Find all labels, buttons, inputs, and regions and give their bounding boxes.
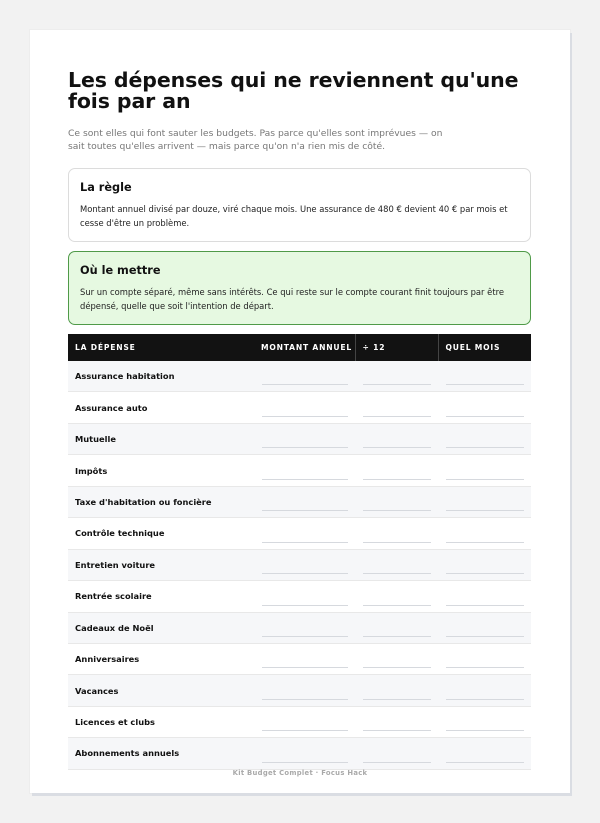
rule-heading: La règle	[80, 181, 132, 194]
expense-name: Anniversaires	[68, 643, 254, 674]
table-row	[68, 423, 531, 454]
table-row	[68, 486, 531, 517]
expense-name: Entretien voiture	[68, 549, 254, 580]
write-in-line	[446, 667, 524, 668]
write-in-line	[363, 667, 431, 668]
write-in-line	[262, 605, 348, 606]
monthly-amount-field[interactable]	[355, 612, 438, 643]
annual-amount-field[interactable]	[254, 361, 355, 392]
month-field[interactable]	[438, 643, 531, 674]
annual-amount-field[interactable]	[254, 392, 355, 423]
write-in-line	[363, 730, 431, 731]
expense-name: Rentrée scolaire	[68, 581, 254, 612]
write-in-line	[262, 479, 348, 480]
expense-name: Assurance habitation	[68, 361, 254, 392]
month-field[interactable]	[438, 423, 531, 454]
month-field[interactable]	[438, 612, 531, 643]
worksheet-page	[30, 30, 570, 793]
annual-amount-field[interactable]	[254, 486, 355, 517]
expense-name: Mutuelle	[68, 423, 254, 454]
monthly-amount-field[interactable]	[355, 455, 438, 486]
month-field[interactable]	[438, 392, 531, 423]
rule-box	[68, 168, 531, 242]
write-in-line	[262, 636, 348, 637]
write-in-line	[262, 416, 348, 417]
annual-amount-field[interactable]	[254, 549, 355, 580]
table-row	[68, 518, 531, 549]
table-body	[68, 361, 531, 769]
table-row	[68, 612, 531, 643]
write-in-line	[446, 762, 524, 763]
annual-amount-field[interactable]	[254, 643, 355, 674]
table-row	[68, 706, 531, 737]
month-field[interactable]	[438, 675, 531, 706]
column-header-expense: LA DÉPENSE	[68, 334, 254, 361]
table-row	[68, 549, 531, 580]
month-field[interactable]	[438, 738, 531, 769]
write-in-line	[262, 762, 348, 763]
write-in-line	[363, 384, 431, 385]
write-in-line	[262, 384, 348, 385]
expenses-table	[68, 334, 531, 770]
footer-text: Kit Budget Complet · Focus Hack	[232, 769, 368, 777]
column-header-annual-amount: MONTANT ANNUEL	[254, 334, 355, 361]
month-field[interactable]	[438, 486, 531, 517]
monthly-amount-field[interactable]	[355, 423, 438, 454]
write-in-line	[262, 730, 348, 731]
monthly-amount-field[interactable]	[355, 643, 438, 674]
where-box	[68, 251, 531, 325]
table-row	[68, 361, 531, 392]
write-in-line	[262, 510, 348, 511]
month-field[interactable]	[438, 455, 531, 486]
write-in-line	[446, 479, 524, 480]
expense-name: Impôts	[68, 455, 254, 486]
monthly-amount-field[interactable]	[355, 706, 438, 737]
where-heading: Où le mettre	[80, 264, 161, 277]
annual-amount-field[interactable]	[254, 675, 355, 706]
write-in-line	[446, 510, 524, 511]
month-field[interactable]	[438, 361, 531, 392]
write-in-line	[363, 416, 431, 417]
column-header-divided-by-12: ÷ 12	[355, 334, 438, 361]
expense-name: Taxe d'habitation ou foncière	[68, 486, 254, 517]
write-in-line	[446, 699, 524, 700]
expense-name: Abonnements annuels	[68, 738, 254, 769]
write-in-line	[262, 447, 348, 448]
column-header-which-month: QUEL MOIS	[438, 334, 531, 361]
table-row	[68, 455, 531, 486]
table-header-row	[68, 334, 531, 361]
write-in-line	[446, 447, 524, 448]
table-row	[68, 581, 531, 612]
write-in-line	[446, 542, 524, 543]
annual-amount-field[interactable]	[254, 612, 355, 643]
month-field[interactable]	[438, 549, 531, 580]
monthly-amount-field[interactable]	[355, 675, 438, 706]
month-field[interactable]	[438, 581, 531, 612]
write-in-line	[446, 605, 524, 606]
monthly-amount-field[interactable]	[355, 738, 438, 769]
monthly-amount-field[interactable]	[355, 518, 438, 549]
table-row	[68, 675, 531, 706]
write-in-line	[363, 510, 431, 511]
expense-name: Cadeaux de Noël	[68, 612, 254, 643]
monthly-amount-field[interactable]	[355, 361, 438, 392]
annual-amount-field[interactable]	[254, 581, 355, 612]
annual-amount-field[interactable]	[254, 738, 355, 769]
annual-amount-field[interactable]	[254, 423, 355, 454]
page-content	[68, 70, 531, 770]
rule-text: Montant annuel divisé par douze, viré chaque mois. Une assurance de 480 € devient 40 € par mois et cesse d'être un problème.	[80, 204, 508, 228]
write-in-line	[446, 384, 524, 385]
month-field[interactable]	[438, 706, 531, 737]
write-in-line	[363, 479, 431, 480]
table-row	[68, 392, 531, 423]
monthly-amount-field[interactable]	[355, 392, 438, 423]
write-in-line	[363, 605, 431, 606]
intro-text: Ce sont elles qui font sauter les budgets. Pas parce qu'elles sont imprévues — on sait toutes qu'elles arrivent — mais parce qu'on n'a rien mis de côté.	[68, 128, 443, 152]
write-in-line	[262, 699, 348, 700]
write-in-line	[446, 573, 524, 574]
write-in-line	[446, 636, 524, 637]
where-text: Sur un compte séparé, même sans intérêts. Ce qui reste sur le compte courant finit toujours par être dépensé, quelle que soit l'intention de départ.	[80, 287, 505, 311]
write-in-line	[262, 573, 348, 574]
write-in-line	[363, 542, 431, 543]
write-in-line	[446, 730, 524, 731]
expense-name: Licences et clubs	[68, 706, 254, 737]
monthly-amount-field[interactable]	[355, 581, 438, 612]
annual-amount-field[interactable]	[254, 518, 355, 549]
write-in-line	[363, 699, 431, 700]
expense-name: Assurance auto	[68, 392, 254, 423]
write-in-line	[363, 447, 431, 448]
write-in-line	[262, 667, 348, 668]
annual-amount-field[interactable]	[254, 706, 355, 737]
page-title: Les dépenses qui ne reviennent qu'une fois par an	[68, 68, 519, 113]
annual-amount-field[interactable]	[254, 455, 355, 486]
write-in-line	[262, 542, 348, 543]
write-in-line	[363, 573, 431, 574]
monthly-amount-field[interactable]	[355, 549, 438, 580]
expense-name: Vacances	[68, 675, 254, 706]
table-row	[68, 643, 531, 674]
write-in-line	[446, 416, 524, 417]
write-in-line	[363, 636, 431, 637]
month-field[interactable]	[438, 518, 531, 549]
expense-name: Contrôle technique	[68, 518, 254, 549]
monthly-amount-field[interactable]	[355, 486, 438, 517]
table-row	[68, 738, 531, 769]
write-in-line	[363, 762, 431, 763]
